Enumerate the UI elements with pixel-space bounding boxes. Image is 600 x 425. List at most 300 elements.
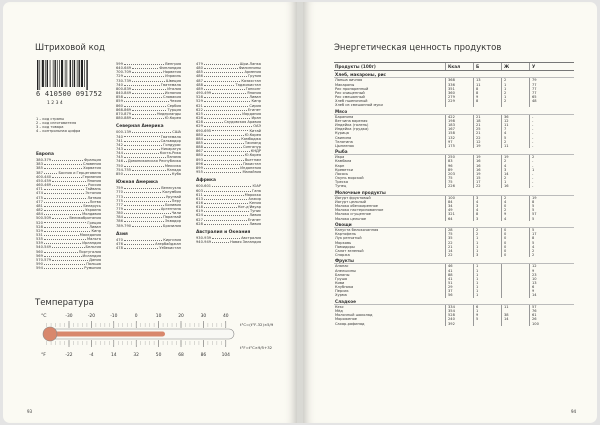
country-code: 619	[196, 209, 203, 214]
country-name: Чили	[171, 211, 181, 216]
table-cell: 1	[473, 273, 501, 277]
country-code: 786	[116, 219, 123, 224]
country-code: 476	[116, 242, 123, 247]
table-cell: 84	[445, 200, 473, 204]
country-code-row	[116, 116, 181, 120]
table-cell: 14	[445, 249, 473, 253]
table-cell: 14	[501, 317, 529, 321]
table-cell: 2	[473, 232, 501, 236]
table-cell: Баранина	[335, 114, 354, 119]
formula-celsius: t°C=(t°F-32)×5/9	[240, 322, 273, 327]
country-name: Уругвай	[165, 194, 181, 199]
country-code: 481	[36, 203, 43, 208]
country-name: КНДР	[250, 149, 261, 154]
country-code: 624	[196, 213, 203, 218]
country-name: Шри-Ланка	[239, 62, 261, 66]
table-cell: 46	[445, 264, 473, 268]
barcode-bar	[74, 60, 75, 87]
table-cell: -	[529, 184, 557, 188]
table-row	[334, 293, 574, 297]
country-name: Таджикистан	[235, 82, 261, 87]
table-cell: 75	[445, 232, 473, 236]
table-cell: Кекс	[335, 304, 344, 309]
table-cell: 229	[445, 99, 473, 103]
table-cell: 5	[501, 135, 529, 139]
category-heading: Сладкое	[334, 298, 574, 305]
table-cell: 0	[501, 204, 529, 208]
table-cell: 11	[501, 144, 529, 148]
table-cell: 175	[445, 144, 473, 148]
country-name: Камбоджа	[241, 136, 261, 141]
table-cell: -	[529, 140, 557, 144]
country-code: 888	[196, 145, 203, 150]
table-cell: 75	[445, 176, 473, 180]
legend-line: 2 – код изготовителя	[36, 121, 77, 126]
table-cell: Свинина	[335, 135, 352, 140]
country-code: 570-579	[36, 257, 52, 262]
table-cell: 61	[529, 313, 557, 317]
table-cell: 19	[473, 155, 501, 159]
legend-line: 4 – контрольная цифра	[36, 129, 81, 134]
table-cell: 250	[445, 155, 473, 159]
country-name: Хорватия	[83, 166, 101, 171]
table-cell: 34	[445, 204, 473, 208]
country-name: Парагвай	[163, 215, 181, 220]
table-row	[334, 103, 574, 107]
country-code: 770	[116, 190, 123, 195]
country-code: 603	[196, 188, 203, 193]
barcode-bar	[50, 60, 51, 87]
table-header	[334, 62, 574, 71]
table-cell: Камбала	[335, 159, 352, 164]
country-code: 759	[116, 186, 123, 191]
table-cell: Сахар-рафинад	[335, 321, 365, 326]
country-name: Россия	[88, 183, 101, 188]
barcode-bar	[81, 60, 83, 87]
country-code: 629	[196, 124, 203, 129]
table-cell: Молоко сгущенное	[335, 212, 372, 217]
country-code: 750	[116, 163, 123, 168]
table-cell: 0	[501, 228, 529, 232]
page-number: 93	[27, 409, 33, 414]
country-code: 535	[36, 237, 43, 242]
table-cell: 1	[501, 180, 529, 184]
region-heading: Австралия и Океания	[196, 229, 251, 235]
table-cell: 13	[529, 281, 557, 285]
country-code: 880	[196, 132, 203, 137]
thermometer-bulb	[43, 327, 57, 341]
country-code-row	[116, 246, 181, 250]
barcode-bar	[72, 60, 73, 87]
country-name: Кения	[249, 201, 261, 205]
table-cell: Мёд	[335, 309, 343, 314]
country-name: Литва	[89, 199, 101, 204]
country-name: Гондурас	[163, 142, 181, 147]
country-code: 475	[36, 195, 43, 200]
country-name: Чехия	[169, 99, 181, 104]
barcode-bar	[59, 60, 60, 87]
country-code: 600-601	[196, 184, 212, 189]
table-cell: 11	[501, 123, 529, 127]
country-name: Гонконг	[245, 86, 261, 91]
country-name: Китай	[249, 128, 261, 133]
country-code: 800-839	[116, 86, 132, 91]
barcode-bar	[39, 60, 40, 90]
table-cell: 23	[529, 273, 557, 277]
country-code: 487	[196, 78, 203, 83]
table-cell: 321	[445, 212, 473, 216]
celsius-label: °C	[41, 314, 47, 319]
table-cell: 1	[473, 289, 501, 293]
table-cell: 8	[529, 236, 557, 240]
country-code: 380-379	[36, 158, 52, 163]
country-code: 860	[116, 103, 123, 108]
country-name: Ю.Корея	[244, 153, 261, 158]
country-code: 450-459	[36, 178, 52, 183]
country-name: Ю.Корея	[244, 132, 261, 137]
table-cell: Апельсины	[335, 268, 356, 273]
country-name: Тайвань	[85, 187, 101, 192]
table-cell: Карп	[335, 163, 345, 168]
table-cell: 6	[473, 305, 501, 309]
country-name: Алжир	[248, 196, 261, 201]
country-name: Сальвадор	[160, 138, 181, 143]
table-cell: 51	[445, 281, 473, 285]
country-code: 528	[36, 224, 43, 229]
table-cell: 334	[445, 305, 473, 309]
barcode-bar	[86, 60, 87, 90]
country-name: Узбекистан	[159, 246, 181, 251]
barcode-legend	[36, 117, 80, 134]
country-name: Австралия	[241, 236, 261, 241]
header-protein: Б	[473, 63, 501, 70]
country-code: 470	[116, 237, 123, 242]
table-cell: 5	[529, 240, 557, 244]
country-name: Польша	[86, 262, 101, 267]
table-cell: Макароны	[335, 82, 355, 87]
country-code: 560	[36, 249, 43, 254]
table-cell: 8	[473, 87, 501, 91]
country-code: 628	[196, 120, 203, 125]
table-cell: 100	[529, 321, 557, 325]
table-cell: 0	[501, 232, 529, 236]
table-cell: 1	[473, 277, 501, 281]
table-cell: Клубника	[335, 285, 354, 290]
country-code: 775	[116, 198, 123, 203]
table-cell: 336	[445, 83, 473, 87]
country-name: Ливан	[89, 224, 101, 229]
country-name: Германия	[82, 174, 101, 179]
table-cell: Рис пропаренный	[335, 86, 369, 91]
table-cell: Молоко пастеризованное	[335, 208, 384, 213]
country-code: 622	[196, 107, 203, 112]
country-name: Никарагуа	[160, 146, 181, 151]
table-cell: 75	[445, 180, 473, 184]
country-code: 700-709	[116, 70, 132, 75]
country-name: Грузия	[247, 74, 261, 79]
table-cell: 4	[529, 245, 557, 249]
celsius-tick-label: -30	[65, 314, 73, 319]
country-name: Гватемала	[160, 134, 181, 139]
table-cell: 88	[445, 273, 473, 277]
table-cell: -	[529, 135, 557, 139]
table-cell: 2	[501, 78, 529, 82]
country-code-row	[196, 170, 261, 174]
table-cell: 0	[501, 245, 529, 249]
table-cell: 167	[445, 127, 473, 131]
country-code: 730-739	[116, 78, 132, 83]
country-code: 840-849	[116, 91, 132, 96]
table-cell: 4	[501, 131, 529, 135]
country-code: 488	[196, 82, 203, 87]
table-cell: 4	[501, 217, 529, 221]
country-code: 490-499	[196, 91, 212, 96]
legend-line: 3 – код товара	[36, 125, 64, 130]
country-code: 896	[196, 161, 203, 166]
table-cell: 41	[445, 277, 473, 281]
country-code-row	[116, 224, 181, 228]
country-name: Индонезия	[240, 165, 261, 170]
table-cell: 226	[445, 184, 473, 188]
table-cell: Лосось	[335, 171, 349, 176]
table-cell: 4	[501, 200, 529, 204]
table-cell: Лапша яичная	[335, 78, 363, 83]
country-name: Иран	[251, 116, 261, 121]
country-code: 540-549	[36, 245, 52, 250]
country-code: 569	[36, 253, 43, 258]
table-cell: 22	[473, 184, 501, 188]
country-name: Греция	[87, 220, 101, 225]
table-cell: 11	[501, 305, 529, 309]
table-cell: 3	[473, 196, 501, 200]
table-cell: 2	[501, 196, 529, 200]
country-code: 742	[116, 142, 123, 147]
country-name: Кот-д'Ивуар	[237, 205, 261, 210]
table-cell: Окунь морской	[335, 176, 364, 181]
table-cell: Тунец	[335, 184, 347, 189]
table-cell: Груша	[335, 276, 348, 281]
table-cell: 18	[473, 119, 501, 123]
country-code: 485	[196, 70, 203, 75]
country-name: Кипр	[91, 228, 101, 233]
header-kcal: Ккал	[445, 63, 473, 70]
table-cell: Хурма	[335, 293, 347, 298]
country-name: Турция	[167, 107, 181, 112]
table-cell: 11	[473, 83, 501, 87]
table-cell: -	[529, 119, 557, 123]
table-cell: Ананас	[335, 264, 349, 269]
table-cell: 9	[529, 289, 557, 293]
country-code: 520	[36, 220, 43, 225]
table-cell: Молоко обезжиренное	[335, 204, 379, 209]
country-code: 729	[116, 74, 123, 79]
table-cell: -	[529, 176, 557, 180]
country-code: 621	[196, 103, 203, 108]
country-code-row	[196, 222, 261, 226]
table-cell: 1	[501, 87, 529, 91]
country-name: Дания	[89, 257, 101, 262]
table-cell: 2	[529, 249, 557, 253]
barcode-bar	[65, 60, 66, 87]
country-code: 383	[36, 162, 43, 167]
country-code: 893	[196, 157, 203, 162]
table-cell: 22	[445, 240, 473, 244]
region-heading: Южная Америка	[116, 180, 158, 186]
country-code: 529	[36, 228, 43, 233]
country-code-row	[116, 172, 181, 176]
region-heading: Северная Америка	[116, 124, 164, 130]
country-name: Пакистан	[242, 161, 261, 166]
country-code: 741	[116, 138, 123, 143]
table-cell: 2	[529, 253, 557, 257]
table-cell: 8	[473, 91, 501, 95]
country-code: 743	[116, 146, 123, 151]
country-name: Казахстан	[241, 78, 261, 83]
country-code: 746	[116, 159, 123, 164]
country-code: 500-509	[36, 216, 52, 221]
country-code: 387	[36, 170, 43, 175]
table-cell: 35	[445, 236, 473, 240]
country-code: 000-139	[116, 130, 132, 135]
country-name: Бельгия	[85, 245, 101, 250]
table-cell: 0	[501, 240, 529, 244]
country-name: Финляндия	[159, 66, 181, 71]
country-code: 779	[116, 207, 123, 211]
table-cell: 17	[473, 180, 501, 184]
table-cell: 528	[445, 313, 473, 317]
country-name: Норвегия	[163, 70, 181, 75]
barcode-number: 6 410500 091752	[36, 90, 103, 98]
country-code: 899	[196, 165, 203, 170]
country-code: 531	[36, 232, 43, 237]
country-code: 754-755	[116, 167, 132, 172]
table-cell: 9	[473, 95, 501, 99]
table-cell: 97	[445, 140, 473, 144]
table-cell: 41	[445, 269, 473, 273]
country-code: 460-469	[36, 183, 52, 188]
country-name: Марокко	[244, 192, 261, 197]
country-name: Гватемала	[160, 82, 181, 87]
celsius-tick-label: -10	[110, 314, 118, 319]
table-cell: 77	[529, 87, 557, 91]
table-cell: 132	[445, 135, 473, 139]
country-name: Венгрия	[165, 62, 181, 66]
table-cell: 19	[529, 196, 557, 200]
table-cell: Киви	[335, 281, 345, 286]
right-page	[303, 2, 597, 423]
table-cell: 1	[501, 83, 529, 87]
table-cell: Креветки	[335, 167, 353, 172]
celsius-tick-label: -20	[87, 314, 95, 319]
table-cell	[445, 103, 473, 107]
country-code: 780	[116, 211, 123, 216]
table-cell: 96	[445, 164, 473, 168]
country-name: Македония	[79, 232, 101, 237]
country-name: Беларусь	[83, 203, 101, 208]
category-heading: Молочные продукты	[334, 188, 574, 195]
country-code: 482	[36, 208, 43, 213]
country-code: 611	[196, 192, 203, 197]
country-code: 640-649	[116, 66, 132, 71]
table-cell: 1	[473, 281, 501, 285]
table-cell	[529, 103, 557, 107]
header-fat: Ж	[501, 63, 529, 70]
country-column-3	[196, 62, 261, 244]
table-cell: 14	[529, 293, 557, 297]
table-cell: -	[529, 172, 557, 176]
table-cell: 1	[473, 285, 501, 289]
country-name: Мексика	[164, 163, 181, 168]
table-cell: Помидоры	[335, 244, 355, 249]
table-cell: -	[529, 127, 557, 131]
table-cell: 1	[501, 95, 529, 99]
table-cell: Рис смешанный	[335, 95, 365, 100]
country-code: 484	[36, 212, 43, 217]
table-cell: 83	[445, 159, 473, 163]
country-column-2	[116, 62, 181, 250]
fahrenheit-tick-label: 86	[200, 353, 207, 358]
country-name: Коста-Рика	[159, 151, 181, 156]
table-cell: 19	[501, 155, 529, 159]
table-row	[334, 217, 574, 221]
barcode-bar	[37, 60, 38, 90]
table-cell: Салат зеленый	[335, 248, 364, 253]
table-cell	[473, 103, 501, 107]
table-cell: 12	[529, 264, 557, 268]
table-cell: 198	[445, 119, 473, 123]
table-cell: 2	[501, 99, 529, 103]
table-row	[334, 144, 574, 148]
country-code: 471	[36, 187, 43, 192]
country-code: 880	[196, 153, 203, 158]
table-cell: -	[529, 131, 557, 135]
country-code-row	[36, 266, 101, 270]
table-cell: 36	[501, 115, 529, 119]
table-cell: 2	[501, 208, 529, 212]
country-name: Армения	[244, 70, 261, 75]
barcode-bar	[79, 60, 80, 87]
thermometer-scale	[33, 311, 273, 361]
table-cell: 10	[529, 277, 557, 281]
nutrition-title: Энергетическая ценность продуктов	[334, 43, 502, 53]
table-cell: 0	[501, 253, 529, 257]
country-name: Малайзия	[242, 170, 261, 175]
table-cell: 203	[445, 172, 473, 176]
country-code: 940-949	[196, 240, 212, 245]
fahrenheit-tick-label: 104	[221, 353, 230, 358]
table-cell: Цыпленок	[335, 143, 355, 148]
table-cell	[501, 293, 529, 297]
country-code: 690-695	[196, 128, 212, 133]
table-cell: 5	[529, 228, 557, 232]
country-name: Вьетнам	[244, 157, 261, 162]
nutrition-table	[334, 62, 574, 326]
table-cell: Индейка (голень)	[335, 123, 369, 128]
country-name: Египет	[247, 217, 261, 222]
table-cell: 16	[473, 164, 501, 168]
table-cell: 28	[445, 228, 473, 232]
country-name: Эстония	[85, 191, 101, 196]
table-cell: Молочный шоколад	[335, 313, 373, 318]
region-heading: Азия	[116, 231, 128, 237]
country-name: Португалия	[78, 249, 101, 254]
table-cell: Ветчина вареная	[335, 118, 368, 123]
country-name: Куба	[171, 171, 181, 176]
barcode-bar	[42, 60, 44, 87]
table-cell: 8	[473, 212, 501, 216]
barcode-bar	[77, 60, 78, 87]
country-code: 773	[116, 194, 123, 199]
